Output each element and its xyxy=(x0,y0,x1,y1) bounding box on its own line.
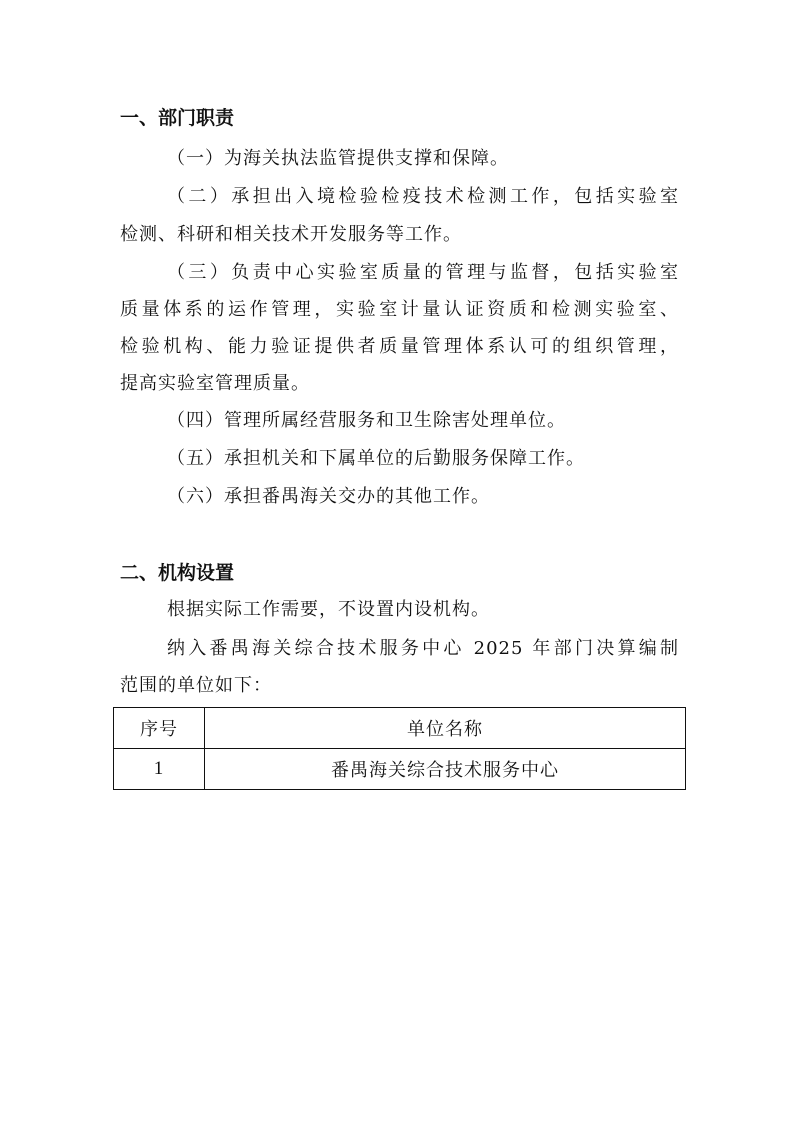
duty-item-3-line-4: 提高实验室管理质量。 xyxy=(120,373,310,394)
section-2-heading: 二、机构设置 xyxy=(120,562,235,584)
unit-table xyxy=(113,707,686,790)
org-paragraph-1: 根据实际工作需要，不设置内设机构。 xyxy=(167,599,490,620)
duty-item-4: （四）管理所属经营服务和卫生除害处理单位。 xyxy=(167,410,566,431)
duty-item-3-line-3: 检验机构、能力验证提供者质量管理体系认可的组织管理， xyxy=(120,336,679,357)
table-header-row xyxy=(114,708,686,749)
duty-item-3-line-2: 质量体系的运作管理，实验室计量认证资质和检测实验室、 xyxy=(120,299,679,320)
org-paragraph-2-line-2: 范围的单位如下： xyxy=(120,675,272,696)
duty-item-2-line-2: 检测、科研和相关技术开发服务等工作。 xyxy=(120,224,462,245)
duty-item-3-line-1: （三）负责中心实验室质量的管理与监督，包括实验室 xyxy=(167,262,679,283)
header-unit-name: 单位名称 xyxy=(205,708,686,749)
table-row xyxy=(114,749,686,790)
header-serial-number: 序号 xyxy=(114,708,205,749)
section-1-heading: 一、部门职责 xyxy=(120,107,235,129)
cell-unit-name: 番禺海关综合技术服务中心 xyxy=(205,749,686,790)
org-paragraph-2-line-1: 纳入番禺海关综合技术服务中心 2025 年部门决算编制 xyxy=(167,638,679,659)
duty-item-2-line-1: （二）承担出入境检验检疫技术检测工作，包括实验室 xyxy=(167,186,679,207)
duty-item-6: （六）承担番禺海关交办的其他工作。 xyxy=(167,486,490,507)
cell-serial-number: 1 xyxy=(114,749,205,790)
duty-item-1: （一）为海关执法监管提供支撑和保障。 xyxy=(167,148,509,169)
duty-item-5: （五）承担机关和下属单位的后勤服务保障工作。 xyxy=(167,448,585,469)
